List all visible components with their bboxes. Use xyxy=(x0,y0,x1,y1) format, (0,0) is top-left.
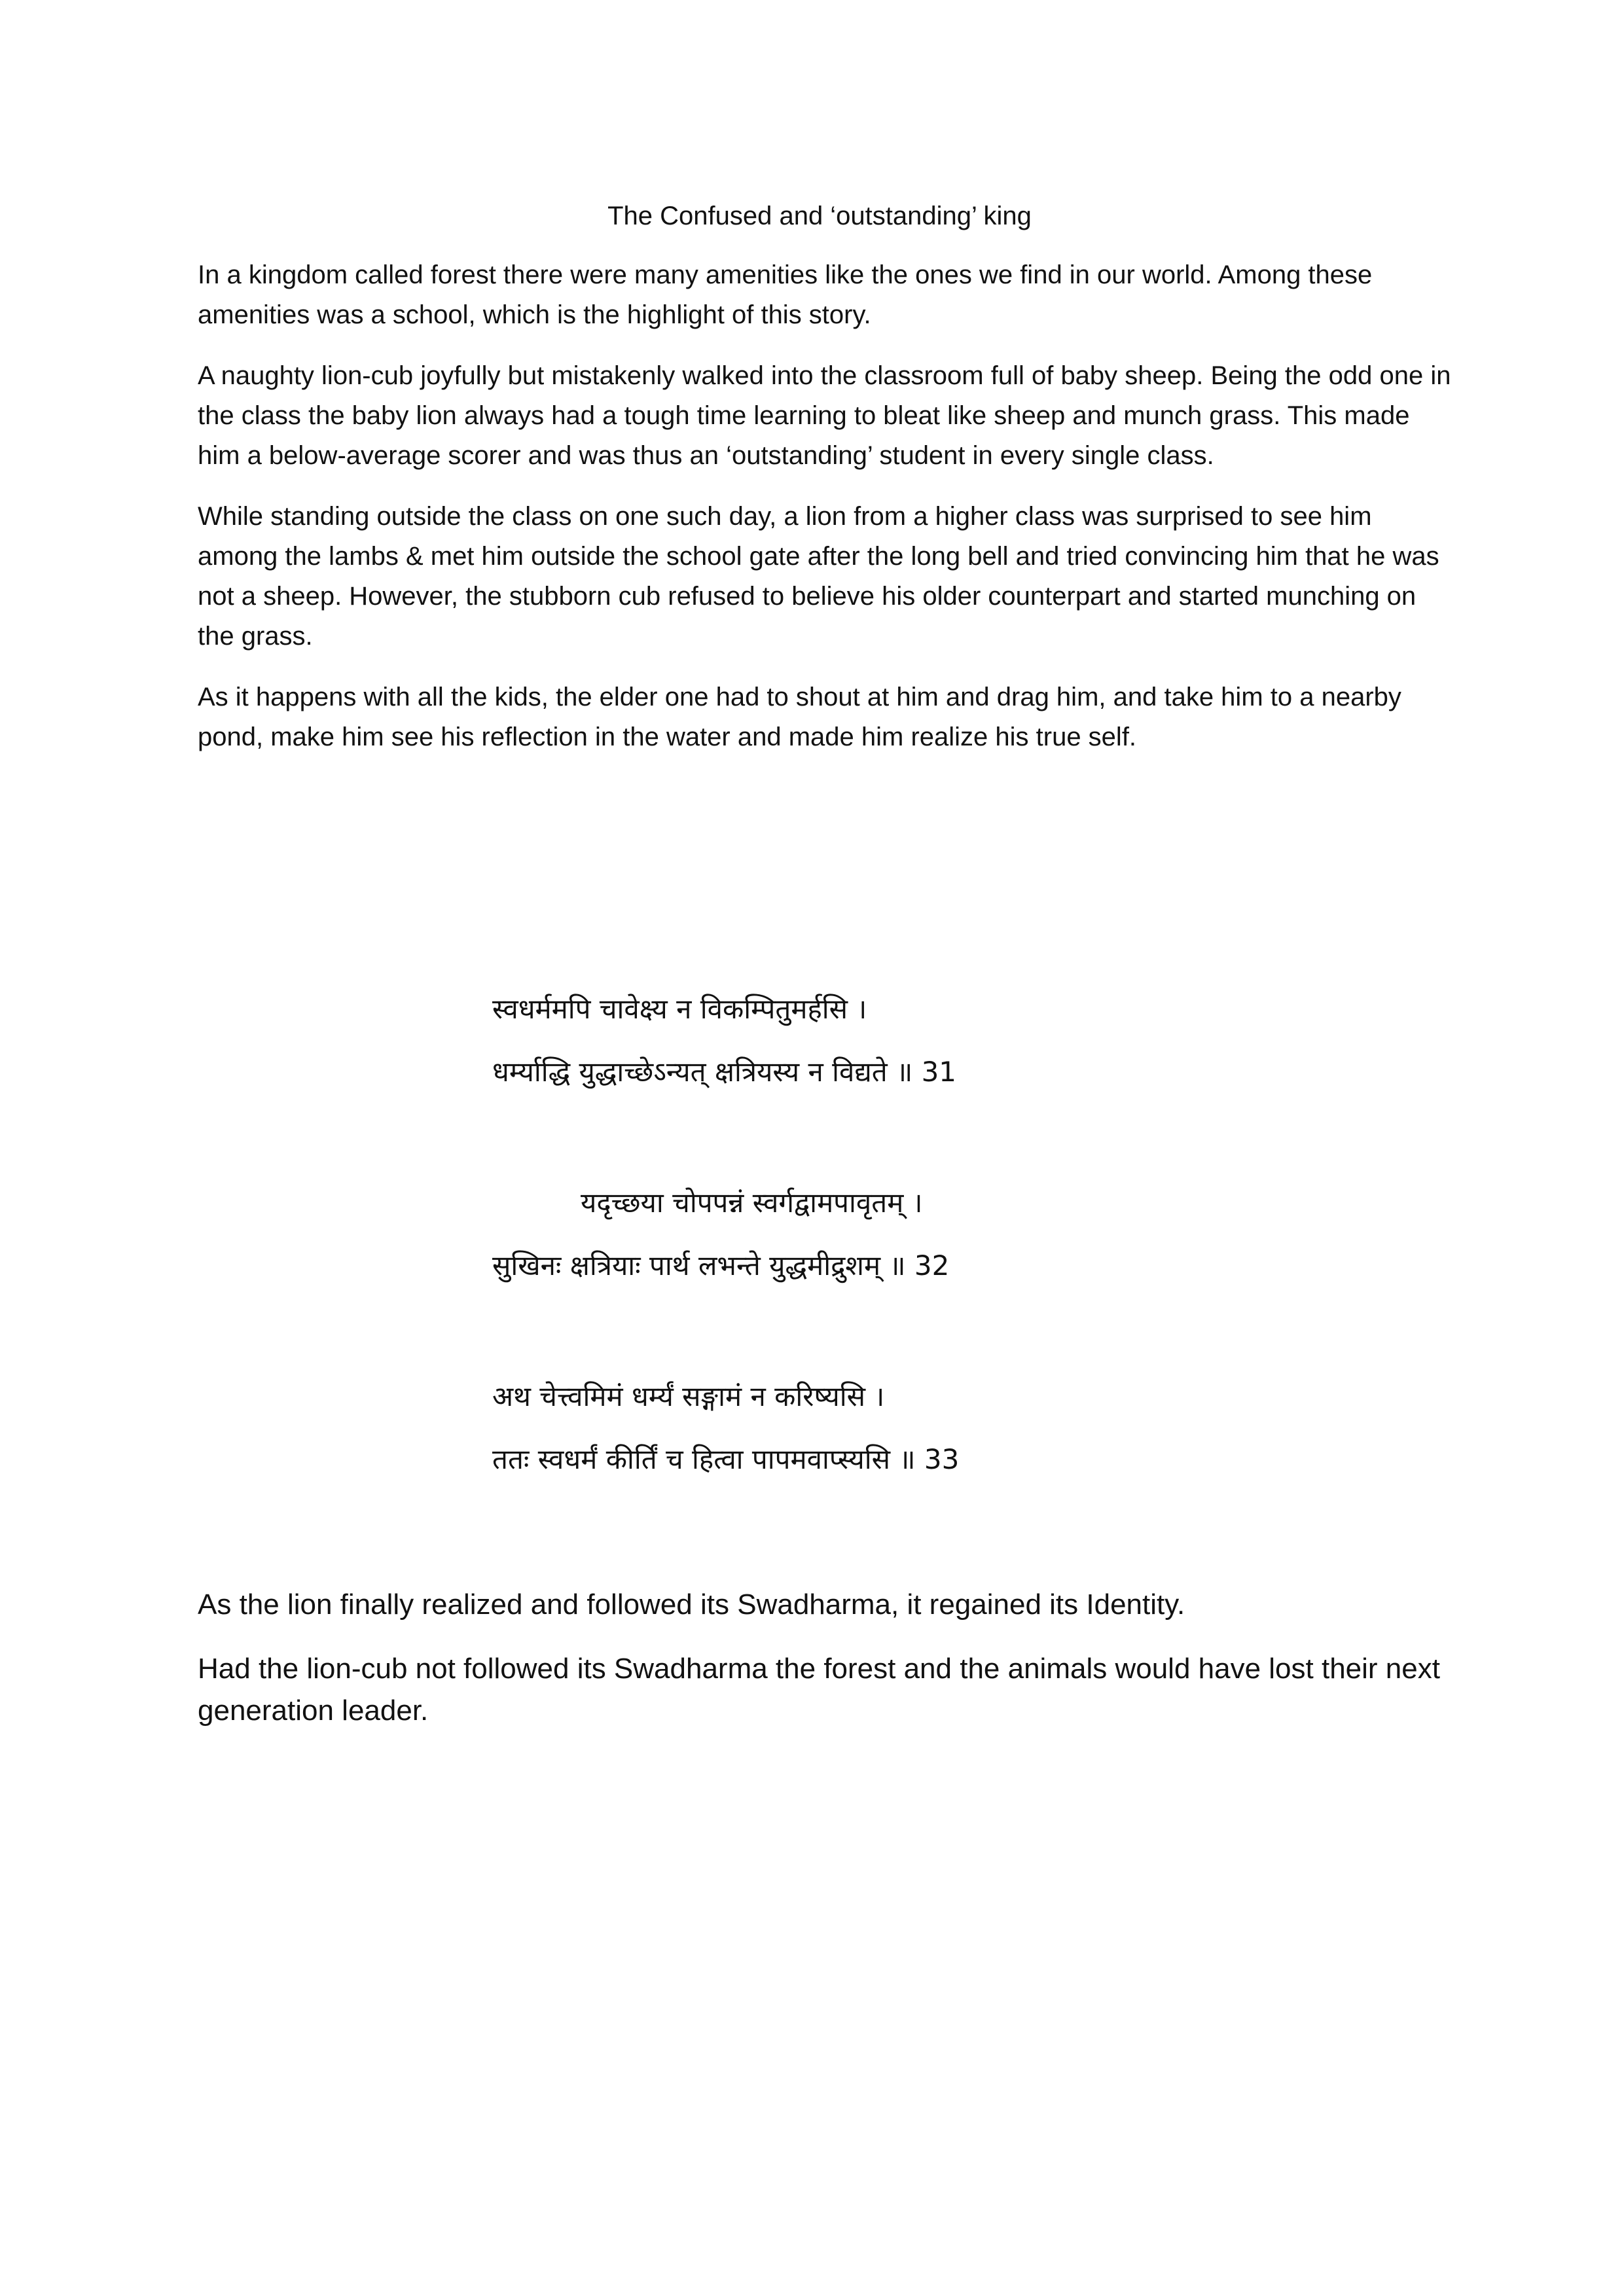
verse-31-line-2: धर्म्याद्धि युद्धाच्छेऽन्यत् क्षत्रियस्य न विद्यते ॥ 31 xyxy=(492,1056,957,1088)
paragraph-1: In a kingdom called forest there were many amenities like the ones we find in our world. Among these amenities was a school, which is the highlight of this story. xyxy=(198,260,1373,329)
story-title: The Confused and ‘outstanding’ king xyxy=(607,202,1032,230)
verse-31 xyxy=(492,990,1343,1092)
verse-32-line-1: यदृच्छया चोपपन्नं स्वर्गद्वामपावृतम् । xyxy=(581,1187,923,1219)
conclusion-paragraph-2: Had the lion-cub not followed its Swadharma the forest and the animals would have lost their next generation leader. xyxy=(198,1653,1440,1727)
verse-33 xyxy=(492,1377,1343,1479)
paragraph-2: A naughty lion-cub joyfully but mistakenly walked into the classroom full of baby sheep. Being the odd one in the class the baby lion always had a tough time learning to bleat like sheep and munch grass. This made him a below-average scorer and was thus an ‘outstanding’ student in every single class. xyxy=(198,361,1451,470)
paragraph-3: While standing outside the class on one such day, a lion from a higher class was surprised to see him among the lambs & met him outside the school gate after the long bell and tried convincing him that he was not a sheep. However, the stubborn cub refused to believe his older counterpart and started munching on the grass. xyxy=(198,502,1439,651)
paragraph-4: As it happens with all the kids, the elder one had to shout at him and drag him, and take him to a nearby pond, make him see his reflection in the water and made him realize his true self. xyxy=(198,683,1401,751)
verse-31-line-1: स्वधर्ममपि चावेक्ष्य न विकम्पितुमर्हसि । xyxy=(492,993,867,1025)
conclusion-paragraph-1: As the lion finally realized and followed its Swadharma, it regained its Identity. xyxy=(198,1588,1185,1621)
story-body xyxy=(198,255,1454,778)
verse-33-line-1: अथ चेत्त्वमिमं धर्म्यं सङ्गामं न करिष्यसि । xyxy=(492,1380,885,1412)
verse-32-line-2: सुखिनः क्षत्रियाः पार्थ लभन्ते युद्धमीद्रुशम् ॥ 32 xyxy=(492,1249,950,1282)
conclusion xyxy=(198,1584,1454,1754)
verse-33-line-2: ततः स्वधर्मं कीर्तिं च हित्वा पापमवाप्स्यसि ॥ 33 xyxy=(492,1443,960,1475)
verse-32 xyxy=(492,1183,1343,1285)
